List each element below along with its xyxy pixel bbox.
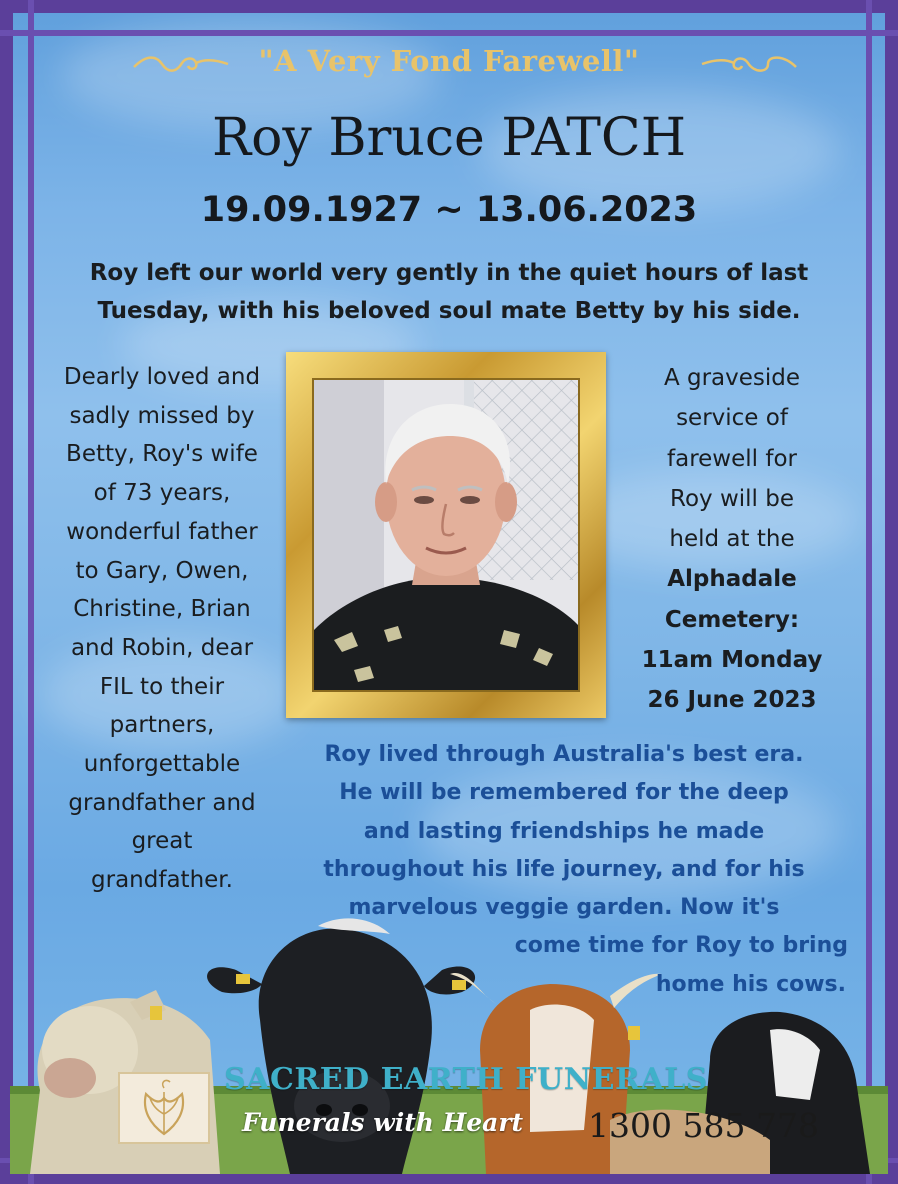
tribute-line: marvelous veggie garden. Now it's — [348, 895, 780, 921]
service-line: A graveside — [663, 365, 801, 391]
family-line: Dearly loved and — [63, 364, 261, 390]
tribute-line: home his cows. — [655, 971, 846, 997]
service-line: Roy will be — [670, 485, 794, 512]
service-line: farewell for — [667, 445, 797, 472]
family-line: great — [131, 828, 193, 855]
border-top — [0, 0, 898, 13]
family-line: to Gary, Owen, — [75, 557, 249, 584]
family-line: grandfather. — [91, 867, 233, 894]
service-venue: Cemetery: — [664, 606, 800, 633]
tribute-line: He will be remembered for the deep — [339, 780, 789, 806]
family-tribute — [42, 358, 282, 900]
funeral-home-logo — [118, 1072, 210, 1144]
leaf-logo-icon — [120, 1074, 208, 1142]
family-line: wonderful father — [66, 518, 258, 545]
gold-picture-frame — [286, 352, 606, 718]
intro-line: Tuesday, with his beloved soul mate Betty by his side. — [97, 298, 801, 324]
family-line: FIL to their — [99, 673, 225, 700]
service-details — [614, 358, 850, 721]
service-time: 11am Monday — [641, 647, 823, 674]
service-line: held at the — [669, 526, 795, 553]
family-line: of 73 years, — [93, 480, 231, 507]
service-venue: Alphadale — [667, 566, 797, 593]
tribute-line: Roy lived through Australia's best era. — [324, 742, 804, 767]
funeral-home-slogan: Funerals with Heart — [242, 1108, 524, 1137]
personal-tribute — [280, 736, 848, 1004]
funeral-home-phone: 1300 585 778 — [588, 1106, 819, 1145]
family-line: unforgettable — [83, 751, 241, 778]
family-line: and Robin, dear — [70, 634, 254, 661]
family-line: Christine, Brian — [73, 596, 251, 623]
portrait-photo — [312, 378, 580, 692]
family-line: Betty, Roy's wife — [66, 441, 258, 468]
family-line: grandfather and — [68, 789, 256, 816]
portrait-illustration — [314, 380, 578, 690]
intro-line: Roy left our world very gently in the quiet hours of last — [89, 260, 809, 286]
service-date: 26 June 2023 — [647, 687, 817, 714]
border-inner-top — [0, 30, 898, 36]
life-dates: 19.09.1927 ~ 13.06.2023 — [200, 190, 698, 230]
funeral-home-name: SACRED EARTH FUNERALS — [224, 1062, 708, 1097]
tagline: "A Very Fond Farewell" — [258, 44, 640, 78]
tribute-line: throughout his life journey, and for his — [323, 856, 805, 882]
service-line: service of — [676, 405, 788, 432]
tribute-line: come time for Roy to bring — [514, 933, 848, 959]
intro-text — [40, 254, 858, 330]
deceased-name: Roy Bruce PATCH — [211, 108, 687, 168]
tribute-line: and lasting friendships he made — [363, 818, 765, 844]
family-line: sadly missed by — [69, 402, 255, 429]
swirl-ornament-right-icon — [700, 53, 798, 75]
family-line: partners, — [109, 712, 215, 739]
